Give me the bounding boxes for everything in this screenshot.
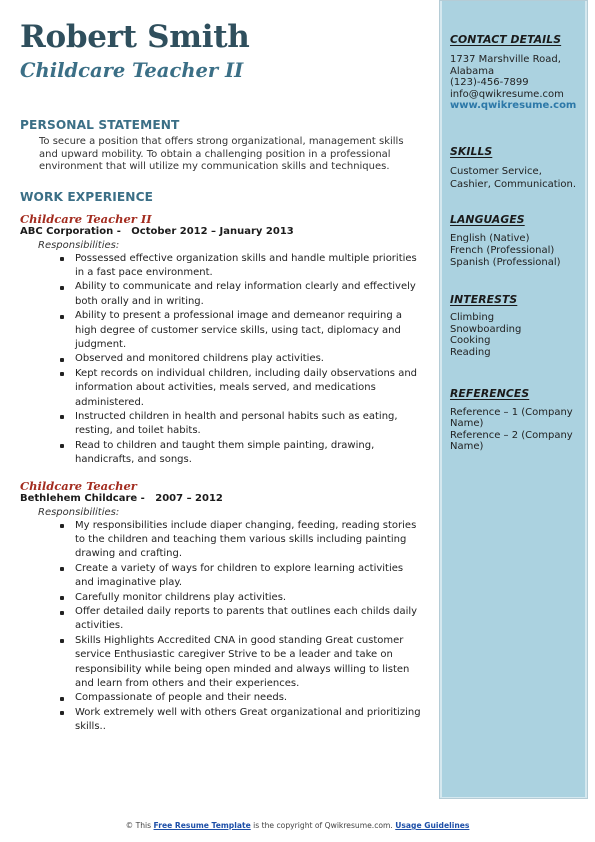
languages-heading: LANGUAGES [450, 213, 525, 227]
job-entry [20, 212, 422, 468]
interest-item: Climbing [450, 312, 495, 324]
job-entry [20, 479, 422, 735]
list-item: Ability to present a professional image and demeanor requiring a high degree of customer service skills, using tact, diplomacy and judgment. [57, 309, 422, 352]
sidebar [439, 0, 588, 799]
free-resume-template-link[interactable]: Free Resume Template [153, 821, 251, 830]
references-list [450, 407, 584, 453]
skills-text: Customer Service, Cashier, Communication. [450, 166, 577, 191]
main-column [20, 18, 422, 735]
interest-item: Cooking [450, 335, 491, 347]
contact-phone: (123)-456-7899 [450, 77, 529, 89]
skills-heading: SKILLS [450, 145, 493, 159]
languages-list [450, 233, 584, 268]
job-company-dates: ABC Corporation - October 2012 – January 2013 [20, 225, 294, 237]
list-item: Work extremely well with others Great organizational and prioritizing skills.. [57, 706, 422, 735]
footer-prefix: © This [125, 821, 154, 830]
language-item: Spanish (Professional) [450, 256, 561, 268]
sidebar-content [450, 33, 584, 453]
interest-item: Reading [450, 346, 491, 358]
responsibilities-list [20, 519, 422, 735]
contact-heading: CONTACT DETAILS [450, 33, 562, 46]
responsibilities-label: Responsibilities: [38, 239, 120, 251]
job-company-dates: Bethlehem Childcare - 2007 – 2012 [20, 492, 223, 504]
list-item: Kept records on individual children, including daily observations and information about activities, meals served, and medications administered. [57, 367, 422, 410]
language-item: English (Native) [450, 233, 530, 245]
reference-item: Reference – 2 (Company Name) [450, 429, 573, 453]
list-item: Possessed effective organization skills and handle multiple priorities in a fast pace environment. [57, 252, 422, 281]
personal-statement-heading: PERSONAL STATEMENT [20, 118, 180, 132]
list-item: Skills Highlights Accredited CNA in good standing Great customer service Enthusiastic caregiver Strive to be a leader and take on responsibility while being open minded and always willing to listen and learn from others and their experiences. [57, 634, 422, 692]
interest-item: Snowboarding [450, 323, 522, 335]
list-item: My responsibilities include diaper changing, feeding, reading stories to the children and teaching them various skills including painting drawing and crafting. [57, 519, 422, 562]
job-title: Childcare Teacher II [20, 211, 152, 226]
candidate-title: Childcare Teacher II [20, 59, 244, 82]
personal-statement-text: To secure a position that offers strong organizational, management skills and upward mobility. To obtain a challenging position in a professional environment that will utilize my communication skills and techniques. [39, 136, 404, 172]
contact-website-link[interactable]: www.qwikresume.com [450, 100, 577, 112]
list-item: Carefully monitor childrens play activities. [57, 591, 422, 605]
usage-guidelines-link[interactable]: Usage Guidelines [395, 821, 470, 830]
list-item: Observed and monitored childrens play activities. [57, 352, 422, 366]
list-item: Offer detailed daily reports to parents that outlines each childs daily activities. [57, 605, 422, 634]
language-item: French (Professional) [450, 244, 555, 256]
interests-list [450, 312, 584, 358]
list-item: Read to children and taught them simple painting, drawing, handicrafts, and songs. [57, 439, 422, 468]
list-item: Create a variety of ways for children to explore learning activities and imaginative play. [57, 562, 422, 591]
job-title: Childcare Teacher [20, 478, 137, 493]
list-item: Compassionate of people and their needs. [57, 691, 422, 705]
list-item: Instructed children in health and personal habits such as eating, resting, and toilet habits. [57, 410, 422, 439]
footer-middle: is the copyright of Qwikresume.com. [250, 821, 396, 830]
work-experience-heading: WORK EXPERIENCE [20, 189, 154, 204]
contact-email[interactable]: info@qwikresume.com [450, 88, 564, 100]
candidate-name: Robert Smith [20, 19, 250, 55]
responsibilities-list [20, 252, 422, 468]
list-item: Ability to communicate and relay information clearly and effectively both orally and in writing. [57, 280, 422, 309]
interests-heading: INTERESTS [450, 293, 518, 307]
contact-address: 1737 Marshville Road, Alabama [450, 54, 561, 77]
responsibilities-label: Responsibilities: [38, 506, 120, 518]
reference-item: Reference – 1 (Company Name) [450, 406, 573, 430]
footer [0, 821, 595, 830]
references-heading: REFERENCES [450, 386, 530, 400]
